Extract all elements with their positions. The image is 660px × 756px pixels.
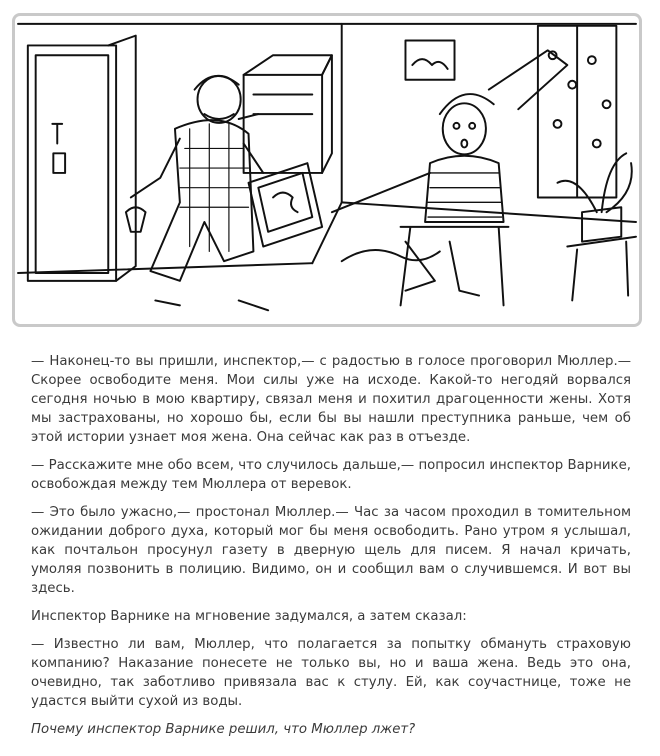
stolen-painting-drawing	[249, 163, 323, 246]
illustration-frame	[12, 13, 642, 327]
story-paragraph: — Это было ужасно,— простонал Мюллер.— Час за часом проходил в томительном ожидании доброго духа, который мог бы меня освободить. Рано утром я услышал, как почтальон просунул газету в дверную щель для писем. Я начал кричать, умоляя позвонить в полицию. Видимо, он и сообщил вам о случившемся. И вот вы здесь.	[31, 505, 631, 596]
story-paragraph: — Расскажите мне обо всем, что случилось дальше,— попросил инспектор Варнике, освобождая между тем Мюллера от веревок.	[31, 458, 631, 492]
cartoon-illustration	[15, 16, 639, 324]
story-paragraph: — Наконец-то вы пришли, инспектор,— с радостью в голосе проговорил Мюллер.— Скорее освободите меня. Мои силы уже на исходе. Какой-то негодяй ворвался сегодня ночью в мою квартиру, связал меня и похитил драгоценности жены. Хотя мы застрахованы, но хорошо бы, если бы вы нашли преступника раньше, чем об этой истории узнает моя жена. Она сейчас как раз в отъезде.	[31, 354, 631, 445]
door-drawing	[28, 36, 136, 281]
story-question: Почему инспектор Варнике решил, что Мюллер лжет?	[31, 722, 416, 737]
rope-drawing	[342, 250, 440, 261]
story-paragraph: — Известно ли вам, Мюллер, что полагается за попытку обмануть страховую компанию? Наказание понесете не только вы, но и ваша жена. Ведь это она, очевидно, так заботливо привязала вас к стулу. Ей, как соучастнице, тоже не удастся выйти сухой из воды.	[31, 637, 631, 709]
mueller-drawing	[401, 50, 568, 305]
story-paragraph: Инспектор Варнике на мгновение задумался, а затем сказал:	[31, 609, 467, 624]
inspector-drawing	[131, 76, 268, 310]
plant-drawing	[558, 153, 636, 300]
wall-picture-drawing	[405, 41, 454, 80]
story-text	[31, 352, 631, 748]
